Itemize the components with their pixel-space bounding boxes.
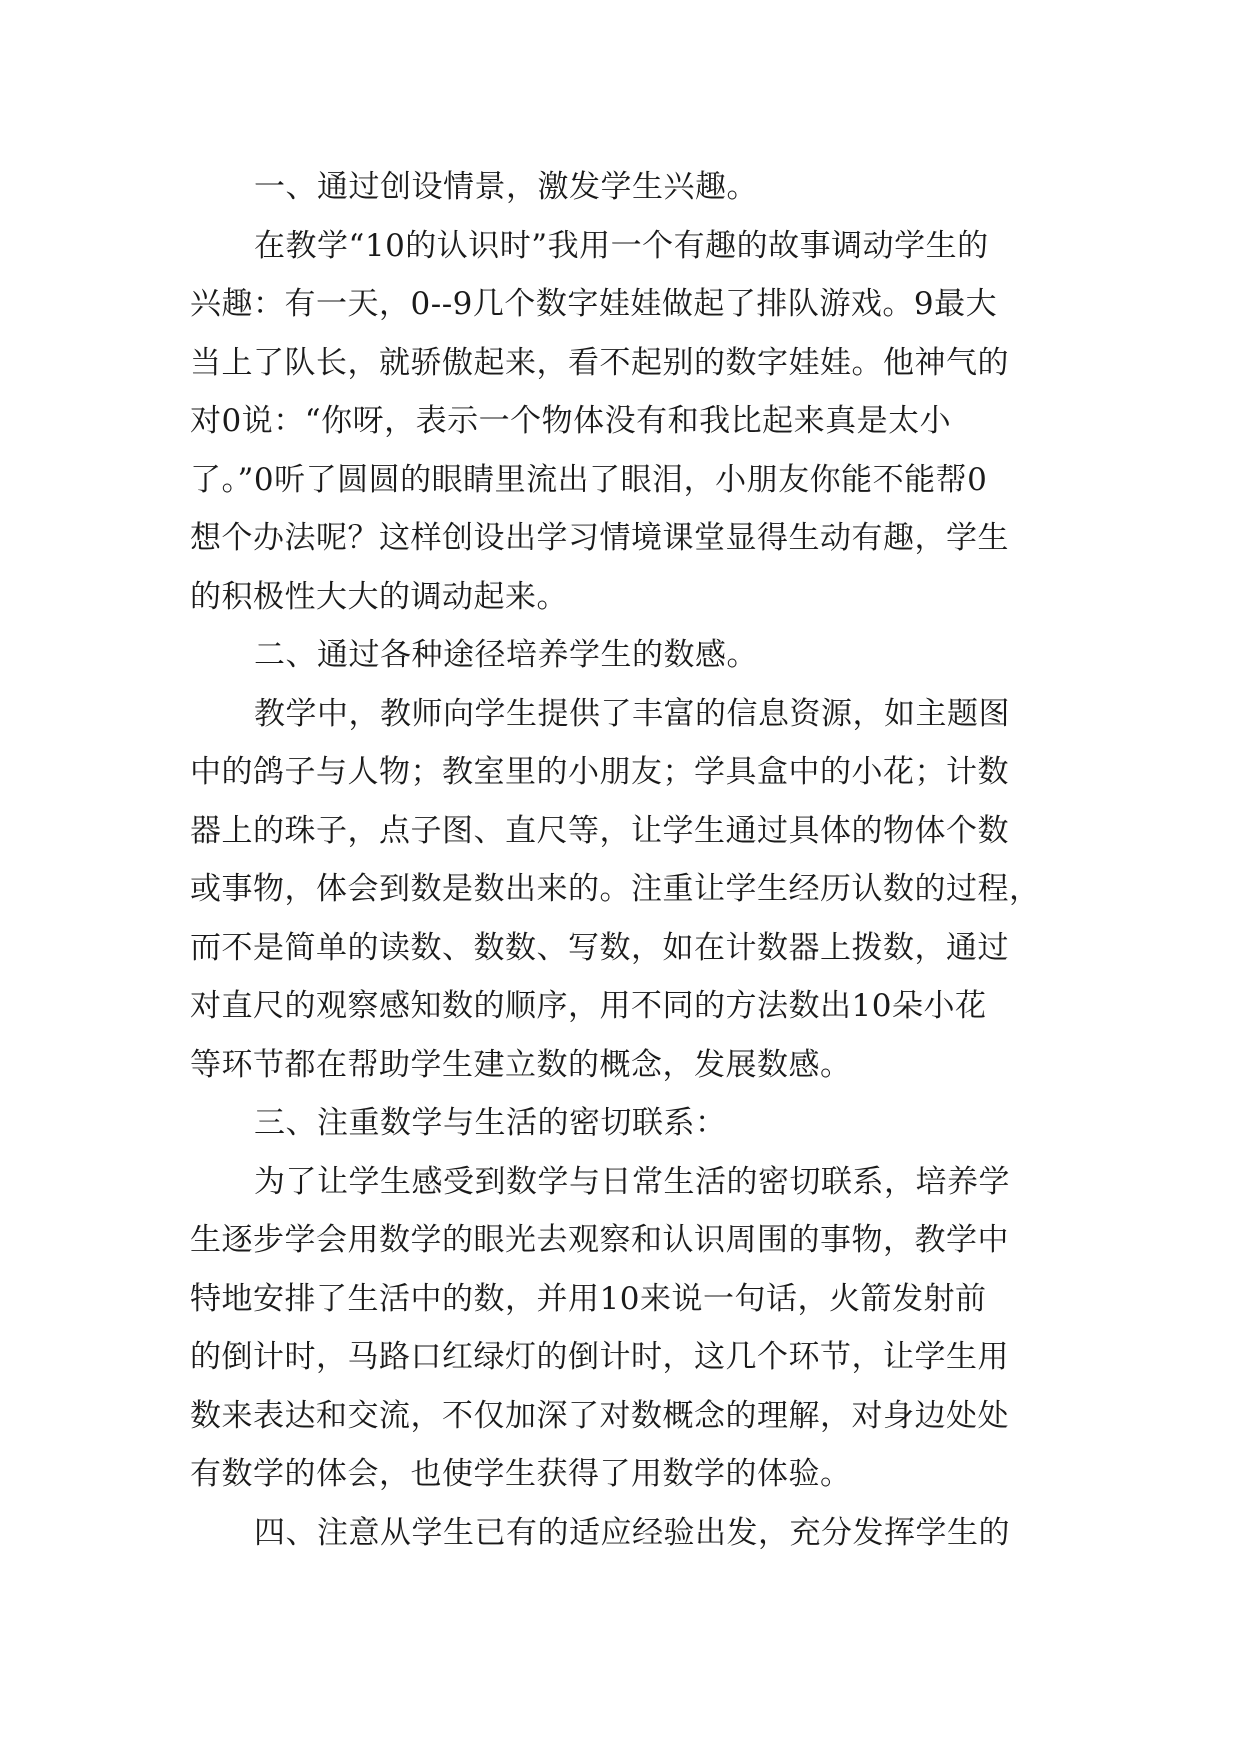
section-heading xyxy=(190,626,1060,685)
section-heading xyxy=(190,1094,1060,1153)
body-paragraph xyxy=(190,217,1060,627)
text-line: 等环节都在帮助学生建立数的概念，发展数感。 xyxy=(190,1046,852,1083)
text-line: 有数学的体会，也使学生获得了用数学的体验。 xyxy=(190,1456,852,1492)
text-line: 中的鸽子与人物；教室里的小朋友；学具盒中的小花；计数 xyxy=(190,754,1009,790)
text-line: 想个办法呢？这样创设出学习情境课堂显得生动有趣，学生 xyxy=(190,520,1009,556)
text-line: 而不是简单的读数、数数、写数，如在计数器上拨数，通过 xyxy=(190,929,1009,966)
text-line: 或事物，体会到数是数出来的。注重让学生经历认数的过程， xyxy=(190,871,1041,907)
text-line: 对0说：“你呀，表示一个物体没有和我比起来真是太小 xyxy=(190,403,952,439)
section-heading xyxy=(190,158,1060,217)
text-line: 兴趣：有一天，0--9几个数字娃娃做起了排队游戏。9最大 xyxy=(190,286,998,322)
text-line: 器上的珠子，点子图、直尺等，让学生通过具体的物体个数 xyxy=(190,812,1009,849)
text-line: 为了让学生感受到数学与日常生活的密切联系，培养学 xyxy=(254,1163,1010,1200)
text-line: 四、注意从学生已有的适应经验出发，充分发挥学生的 xyxy=(254,1514,1010,1551)
document-body xyxy=(190,158,1060,1562)
text-line: 当上了队长，就骄傲起来，看不起别的数字娃娃。他神气的 xyxy=(190,344,1009,381)
text-line: 特地安排了生活中的数，并用10来说一句话，火箭发射前 xyxy=(190,1280,987,1317)
text-line: 三、注重数学与生活的密切联系： xyxy=(254,1105,727,1141)
text-line: 教学中，教师向学生提供了丰富的信息资源，如主题图 xyxy=(254,695,1010,732)
body-paragraph xyxy=(190,1153,1060,1504)
section-heading xyxy=(190,1504,1060,1563)
text-line: 的倒计时，马路口红绿灯的倒计时，这几个环节，让学生用 xyxy=(190,1339,1009,1375)
text-line: 的积极性大大的调动起来。 xyxy=(190,578,568,615)
text-line: 在教学“10的认识时”我用一个有趣的故事调动学生的 xyxy=(254,227,989,264)
body-paragraph xyxy=(190,685,1060,1095)
text-line: 数来表达和交流，不仅加深了对数概念的理解，对身边处处 xyxy=(190,1397,1009,1434)
text-line: 了。”0听了圆圆的眼睛里流出了眼泪，小朋友你能不能帮0 xyxy=(190,461,988,498)
text-line: 对直尺的观察感知数的顺序，用不同的方法数出10朵小花 xyxy=(190,988,987,1024)
text-line: 生逐步学会用数学的眼光去观察和认识周围的事物，教学中 xyxy=(190,1222,1009,1258)
text-line: 二、通过各种途径培养学生的数感。 xyxy=(254,637,758,673)
text-line: 一、通过创设情景，激发学生兴趣。 xyxy=(254,169,758,205)
